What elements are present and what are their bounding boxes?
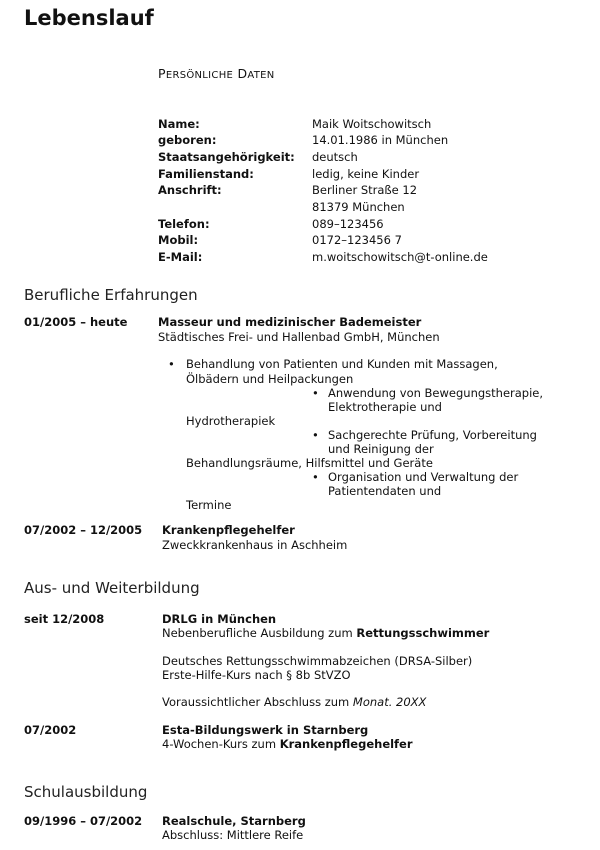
value-marital: ledig, keine Kinder	[312, 167, 420, 181]
value-email: m.woitschowitsch@t-online.de	[312, 250, 488, 264]
job1-task-4-line1: Organisation und Verwaltung der	[328, 470, 519, 484]
job1-task-3-line1: Sachgerechte Prüfung, Vorbereitung	[328, 428, 537, 442]
section-heading-experience: Berufliche Erfahrungen	[24, 286, 198, 304]
label-mobile: Mobil:	[158, 233, 199, 247]
job1-task-3-line2: und Reinigung der	[328, 442, 434, 456]
school1-title: Realschule, Starnberg	[162, 814, 306, 828]
job2-date: 07/2002 – 12/2005	[24, 523, 143, 537]
edu2-title: Esta-Bildungswerk in Starnberg	[162, 723, 369, 737]
label-name: Name:	[158, 117, 200, 131]
job1-task-2-line3: Hydrotherapiek	[186, 414, 276, 428]
value-address-city: 81379 München	[312, 200, 405, 214]
label-marital: Familienstand:	[158, 167, 254, 181]
edu2-line1: 4-Wochen-Kurs zum Krankenpflegehelfer	[162, 737, 413, 751]
job1-task-2-line2: Elektrotherapie und	[328, 400, 442, 414]
value-address-street: Berliner Straße 12	[312, 183, 418, 197]
bullet-icon: •	[168, 357, 175, 371]
job1-employer: Städtisches Frei- und Hallenbad GmbH, München	[158, 330, 440, 344]
edu1-line1: Nebenberufliche Ausbildung zum Rettungsschwimmer	[162, 626, 490, 640]
edu1-title: DRLG in München	[162, 612, 277, 626]
edu1-line2: Deutsches Rettungsschwimmabzeichen (DRSA-Silber)	[162, 654, 473, 668]
edu1-date: seit 12/2008	[24, 612, 105, 626]
value-born: 14.01.1986 in München	[312, 133, 449, 147]
value-nationality: deutsch	[312, 150, 358, 164]
job1-task-1-line1: Behandlung von Patienten und Kunden mit Massagen,	[186, 357, 498, 371]
job1-task-3-line3: Behandlungsräume, Hilfsmittel und Geräte	[186, 456, 433, 470]
bullet-icon: •	[312, 386, 319, 400]
job1-task-2-line1: Anwendung von Bewegungstherapie,	[328, 386, 544, 400]
job2-employer: Zweckkrankenhaus in Aschheim	[162, 538, 348, 552]
job2-title: Krankenpflegehelfer	[162, 523, 295, 537]
label-email: E-Mail:	[158, 250, 203, 264]
value-mobile: 0172–123456 7	[312, 233, 402, 247]
value-name: Maik Woitschowitsch	[312, 117, 432, 131]
bullet-icon: •	[312, 428, 319, 442]
job1-date: 01/2005 – heute	[24, 315, 128, 329]
edu2-date: 07/2002	[24, 723, 77, 737]
value-phone: 089–123456	[312, 217, 384, 231]
label-phone: Telefon:	[158, 217, 210, 231]
label-address: Anschrift:	[158, 183, 222, 197]
section-heading-school: Schulausbildung	[24, 783, 148, 801]
label-nationality: Staatsangehörigkeit:	[158, 150, 295, 164]
job1-task-4-line2: Patientendaten und	[328, 484, 442, 498]
job1-task-1-line2: Ölbädern und Heilpackungen	[186, 372, 354, 386]
school1-line1: Abschluss: Mittlere Reife	[162, 828, 304, 842]
document-title: Lebenslauf	[24, 6, 154, 30]
edu1-line3: Erste-Hilfe-Kurs nach § 8b StVZO	[162, 668, 351, 682]
job1-title: Masseur und medizinischer Bademeister	[158, 315, 422, 329]
section-heading-education: Aus- und Weiterbildung	[24, 579, 200, 597]
school1-date: 09/1996 – 07/2002	[24, 814, 143, 828]
edu1-line4: Voraussichtlicher Abschluss zum Monat. 20XX	[162, 695, 427, 709]
bullet-icon: •	[312, 470, 319, 484]
job1-task-4-line3: Termine	[186, 498, 232, 512]
personal-data-heading: PERSÖNLICHE DATEN	[158, 66, 275, 81]
label-born: geboren:	[158, 133, 217, 147]
